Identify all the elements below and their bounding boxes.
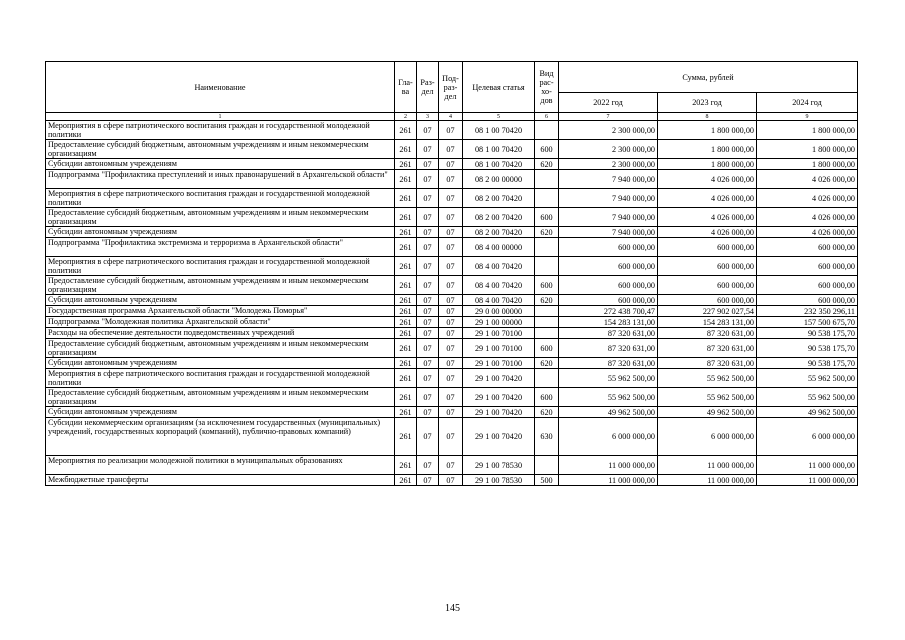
row-vid: 630 — [535, 418, 559, 456]
row-vid: 600 — [535, 339, 559, 358]
row-sum-2022: 272 438 700,47 — [559, 306, 658, 317]
table-row — [46, 418, 858, 456]
row-vid — [535, 328, 559, 339]
header-razdel: Раз-дел — [417, 62, 439, 113]
row-podrazdel: 07 — [439, 276, 463, 295]
row-name: Мероприятия в сфере патриотического воспитания граждан и государственной молодежной политики — [46, 257, 395, 276]
row-razdel: 07 — [417, 306, 439, 317]
row-podrazdel: 07 — [439, 306, 463, 317]
column-number: 2 — [395, 113, 417, 121]
row-razdel: 07 — [417, 388, 439, 407]
row-glava: 261 — [395, 358, 417, 369]
table-row — [46, 328, 858, 339]
row-name: Мероприятия в сфере патриотического воспитания граждан и государственной молодежной политики — [46, 121, 395, 140]
row-sum-2024: 90 538 175,70 — [757, 358, 858, 369]
table-row — [46, 238, 858, 257]
row-name: Мероприятия в сфере патриотического воспитания граждан и государственной молодежной политики — [46, 189, 395, 208]
row-vid — [535, 121, 559, 140]
table-row — [46, 407, 858, 418]
row-name: Межбюджетные трансферты — [46, 475, 395, 486]
header-target: Целевая статья — [463, 62, 535, 113]
row-sum-2022: 87 320 631,00 — [559, 328, 658, 339]
table-row — [46, 475, 858, 486]
row-vid: 620 — [535, 227, 559, 238]
row-podrazdel: 07 — [439, 295, 463, 306]
row-razdel: 07 — [417, 339, 439, 358]
row-target: 08 4 00 70420 — [463, 257, 535, 276]
row-sum-2023: 4 026 000,00 — [658, 170, 757, 189]
row-razdel: 07 — [417, 257, 439, 276]
row-sum-2022: 154 283 131,00 — [559, 317, 658, 328]
row-razdel: 07 — [417, 456, 439, 475]
row-razdel: 07 — [417, 189, 439, 208]
row-sum-2022: 11 000 000,00 — [559, 475, 658, 486]
row-glava: 261 — [395, 306, 417, 317]
column-number: 4 — [439, 113, 463, 121]
row-sum-2022: 2 300 000,00 — [559, 121, 658, 140]
row-name: Субсидии некоммерческим организациям (за исключением государственных (муниципальных) учреждений, государственных корпораций (компаний), публично-правовых компаний) — [46, 418, 395, 456]
row-razdel: 07 — [417, 358, 439, 369]
row-podrazdel: 07 — [439, 328, 463, 339]
row-sum-2023: 87 320 631,00 — [658, 358, 757, 369]
header-2024: 2024 год — [757, 93, 858, 113]
header-2022: 2022 год — [559, 93, 658, 113]
row-vid — [535, 306, 559, 317]
row-razdel: 07 — [417, 369, 439, 388]
row-sum-2023: 600 000,00 — [658, 238, 757, 257]
row-sum-2024: 11 000 000,00 — [757, 475, 858, 486]
row-vid: 600 — [535, 140, 559, 159]
row-name: Государственная программа Архангельской области "Молодежь Поморья" — [46, 306, 395, 317]
row-target: 29 1 00 78530 — [463, 456, 535, 475]
row-glava: 261 — [395, 238, 417, 257]
row-podrazdel: 07 — [439, 238, 463, 257]
row-vid — [535, 238, 559, 257]
row-sum-2023: 600 000,00 — [658, 295, 757, 306]
row-name: Мероприятия по реализации молодежной политики в муниципальных образованиях — [46, 456, 395, 475]
row-name: Предоставление субсидий бюджетным, автономным учреждениям и иным некоммерческим организациям — [46, 208, 395, 227]
row-razdel: 07 — [417, 121, 439, 140]
row-sum-2024: 4 026 000,00 — [757, 208, 858, 227]
row-vid — [535, 317, 559, 328]
row-glava: 261 — [395, 475, 417, 486]
row-sum-2024: 90 538 175,70 — [757, 328, 858, 339]
row-podrazdel: 07 — [439, 358, 463, 369]
row-glava: 261 — [395, 140, 417, 159]
table-body — [46, 121, 858, 486]
row-podrazdel: 07 — [439, 418, 463, 456]
row-sum-2023: 1 800 000,00 — [658, 159, 757, 170]
row-podrazdel: 07 — [439, 227, 463, 238]
row-podrazdel: 07 — [439, 257, 463, 276]
table-row — [46, 295, 858, 306]
row-vid — [535, 257, 559, 276]
row-razdel: 07 — [417, 407, 439, 418]
row-razdel: 07 — [417, 475, 439, 486]
row-sum-2024: 4 026 000,00 — [757, 170, 858, 189]
row-vid — [535, 456, 559, 475]
header-vid: Вид рас-хо-дов — [535, 62, 559, 113]
row-sum-2022: 49 962 500,00 — [559, 407, 658, 418]
row-sum-2024: 55 962 500,00 — [757, 369, 858, 388]
row-vid: 600 — [535, 276, 559, 295]
row-sum-2023: 600 000,00 — [658, 257, 757, 276]
row-podrazdel: 07 — [439, 159, 463, 170]
table-row — [46, 358, 858, 369]
column-number: 6 — [535, 113, 559, 121]
row-razdel: 07 — [417, 159, 439, 170]
column-number: 9 — [757, 113, 858, 121]
row-sum-2022: 6 000 000,00 — [559, 418, 658, 456]
table-row — [46, 317, 858, 328]
row-glava: 261 — [395, 369, 417, 388]
row-target: 29 0 00 00000 — [463, 306, 535, 317]
header-2023: 2023 год — [658, 93, 757, 113]
table-row — [46, 140, 858, 159]
row-razdel: 07 — [417, 140, 439, 159]
row-glava: 261 — [395, 407, 417, 418]
row-target: 29 1 00 70420 — [463, 369, 535, 388]
row-sum-2024: 90 538 175,70 — [757, 339, 858, 358]
row-podrazdel: 07 — [439, 456, 463, 475]
row-name: Мероприятия в сфере патриотического воспитания граждан и государственной молодежной политики — [46, 369, 395, 388]
row-podrazdel: 07 — [439, 339, 463, 358]
row-glava: 261 — [395, 276, 417, 295]
row-podrazdel: 07 — [439, 208, 463, 227]
row-name: Субсидии автономным учреждениям — [46, 407, 395, 418]
row-podrazdel: 07 — [439, 317, 463, 328]
row-sum-2024: 4 026 000,00 — [757, 189, 858, 208]
budget-table — [45, 61, 858, 486]
row-glava: 261 — [395, 257, 417, 276]
row-target: 29 1 00 70420 — [463, 418, 535, 456]
row-podrazdel: 07 — [439, 140, 463, 159]
row-name: Субсидии автономным учреждениям — [46, 159, 395, 170]
row-target: 29 1 00 78530 — [463, 475, 535, 486]
row-sum-2024: 600 000,00 — [757, 257, 858, 276]
row-target: 08 2 00 70420 — [463, 189, 535, 208]
row-razdel: 07 — [417, 170, 439, 189]
row-sum-2023: 55 962 500,00 — [658, 388, 757, 407]
row-razdel: 07 — [417, 208, 439, 227]
row-razdel: 07 — [417, 276, 439, 295]
row-target: 08 1 00 70420 — [463, 121, 535, 140]
row-podrazdel: 07 — [439, 475, 463, 486]
row-sum-2022: 7 940 000,00 — [559, 189, 658, 208]
row-vid: 620 — [535, 159, 559, 170]
row-vid: 620 — [535, 358, 559, 369]
row-target: 08 4 00 70420 — [463, 295, 535, 306]
row-name: Предоставление субсидий бюджетным, автономным учреждениям и иным некоммерческим организациям — [46, 140, 395, 159]
table-row — [46, 121, 858, 140]
row-target: 08 2 00 70420 — [463, 208, 535, 227]
row-name: Подпрограмма "Молодежная политика Архангельской области" — [46, 317, 395, 328]
row-target: 08 2 00 00000 — [463, 170, 535, 189]
row-name: Подпрограмма "Профилактика преступлений и иных правонарушений в Архангельской области" — [46, 170, 395, 189]
row-sum-2024: 600 000,00 — [757, 276, 858, 295]
row-sum-2023: 154 283 131,00 — [658, 317, 757, 328]
table-row — [46, 456, 858, 475]
row-name: Подпрограмма "Профилактика экстремизма и терроризма в Архангельской области" — [46, 238, 395, 257]
row-name: Предоставление субсидий бюджетным, автономным учреждениям и иным некоммерческим организациям — [46, 388, 395, 407]
row-sum-2023: 11 000 000,00 — [658, 475, 757, 486]
row-sum-2022: 7 940 000,00 — [559, 227, 658, 238]
table-row — [46, 257, 858, 276]
row-podrazdel: 07 — [439, 170, 463, 189]
row-sum-2023: 11 000 000,00 — [658, 456, 757, 475]
row-sum-2024: 232 350 296,11 — [757, 306, 858, 317]
column-number: 1 — [46, 113, 395, 121]
row-glava: 261 — [395, 317, 417, 328]
row-target: 08 4 00 00000 — [463, 238, 535, 257]
row-glava: 261 — [395, 456, 417, 475]
table-row — [46, 170, 858, 189]
row-vid: 620 — [535, 407, 559, 418]
row-sum-2023: 1 800 000,00 — [658, 121, 757, 140]
row-podrazdel: 07 — [439, 407, 463, 418]
row-sum-2024: 157 500 675,70 — [757, 317, 858, 328]
row-sum-2022: 87 320 631,00 — [559, 358, 658, 369]
row-glava: 261 — [395, 339, 417, 358]
row-name: Предоставление субсидий бюджетным, автономным учреждениям и иным некоммерческим организациям — [46, 276, 395, 295]
row-sum-2023: 87 320 631,00 — [658, 339, 757, 358]
row-vid — [535, 189, 559, 208]
row-target: 08 4 00 70420 — [463, 276, 535, 295]
row-razdel: 07 — [417, 295, 439, 306]
page-number: 145 — [445, 603, 460, 614]
row-name: Субсидии автономным учреждениям — [46, 227, 395, 238]
row-target: 08 1 00 70420 — [463, 140, 535, 159]
row-glava: 261 — [395, 328, 417, 339]
column-number: 3 — [417, 113, 439, 121]
row-sum-2023: 55 962 500,00 — [658, 369, 757, 388]
header-name: Наименование — [46, 62, 395, 113]
row-sum-2023: 4 026 000,00 — [658, 227, 757, 238]
column-number: 5 — [463, 113, 535, 121]
row-sum-2022: 55 962 500,00 — [559, 388, 658, 407]
table-row — [46, 306, 858, 317]
table-row — [46, 388, 858, 407]
row-name: Субсидии автономным учреждениям — [46, 295, 395, 306]
row-sum-2023: 6 000 000,00 — [658, 418, 757, 456]
row-podrazdel: 07 — [439, 388, 463, 407]
row-target: 29 1 00 70420 — [463, 407, 535, 418]
row-razdel: 07 — [417, 418, 439, 456]
row-vid — [535, 369, 559, 388]
row-glava: 261 — [395, 189, 417, 208]
row-sum-2023: 4 026 000,00 — [658, 208, 757, 227]
row-glava: 261 — [395, 388, 417, 407]
table-row — [46, 189, 858, 208]
row-sum-2023: 4 026 000,00 — [658, 189, 757, 208]
row-sum-2024: 6 000 000,00 — [757, 418, 858, 456]
header-podrazdel: Под-раз-дел — [439, 62, 463, 113]
row-target: 08 1 00 70420 — [463, 159, 535, 170]
row-glava: 261 — [395, 227, 417, 238]
row-target: 29 1 00 70100 — [463, 328, 535, 339]
row-glava: 261 — [395, 121, 417, 140]
row-sum-2022: 7 940 000,00 — [559, 208, 658, 227]
table-row — [46, 227, 858, 238]
row-sum-2023: 227 902 027,54 — [658, 306, 757, 317]
row-sum-2022: 2 300 000,00 — [559, 159, 658, 170]
row-name: Предоставление субсидий бюджетным, автономным учреждениям и иным некоммерческим организациям — [46, 339, 395, 358]
header-glava: Гла-ва — [395, 62, 417, 113]
table-row — [46, 159, 858, 170]
row-sum-2022: 11 000 000,00 — [559, 456, 658, 475]
row-sum-2024: 11 000 000,00 — [757, 456, 858, 475]
row-sum-2024: 600 000,00 — [757, 295, 858, 306]
table-row — [46, 369, 858, 388]
row-sum-2024: 1 800 000,00 — [757, 121, 858, 140]
row-sum-2024: 1 800 000,00 — [757, 159, 858, 170]
row-razdel: 07 — [417, 238, 439, 257]
header-sum: Сумма, рублей — [559, 62, 858, 93]
row-sum-2023: 600 000,00 — [658, 276, 757, 295]
row-sum-2022: 600 000,00 — [559, 295, 658, 306]
row-target: 29 1 00 70420 — [463, 388, 535, 407]
row-name: Субсидии автономным учреждениям — [46, 358, 395, 369]
row-sum-2022: 600 000,00 — [559, 257, 658, 276]
row-razdel: 07 — [417, 328, 439, 339]
row-sum-2023: 87 320 631,00 — [658, 328, 757, 339]
row-target: 29 1 00 00000 — [463, 317, 535, 328]
row-sum-2022: 7 940 000,00 — [559, 170, 658, 189]
row-glava: 261 — [395, 159, 417, 170]
row-razdel: 07 — [417, 317, 439, 328]
column-number: 7 — [559, 113, 658, 121]
row-sum-2022: 55 962 500,00 — [559, 369, 658, 388]
row-sum-2022: 2 300 000,00 — [559, 140, 658, 159]
row-sum-2023: 1 800 000,00 — [658, 140, 757, 159]
row-podrazdel: 07 — [439, 369, 463, 388]
row-glava: 261 — [395, 295, 417, 306]
row-glava: 261 — [395, 208, 417, 227]
row-podrazdel: 07 — [439, 189, 463, 208]
table-row — [46, 208, 858, 227]
row-sum-2024: 49 962 500,00 — [757, 407, 858, 418]
row-sum-2024: 600 000,00 — [757, 238, 858, 257]
row-sum-2023: 49 962 500,00 — [658, 407, 757, 418]
row-vid: 600 — [535, 388, 559, 407]
row-sum-2024: 55 962 500,00 — [757, 388, 858, 407]
row-glava: 261 — [395, 418, 417, 456]
table-row — [46, 339, 858, 358]
row-vid: 500 — [535, 475, 559, 486]
row-sum-2022: 87 320 631,00 — [559, 339, 658, 358]
row-sum-2022: 600 000,00 — [559, 238, 658, 257]
row-target: 29 1 00 70100 — [463, 358, 535, 369]
column-number: 8 — [658, 113, 757, 121]
row-podrazdel: 07 — [439, 121, 463, 140]
row-name: Расходы на обеспечение деятельности подведомственных учреждений — [46, 328, 395, 339]
row-sum-2024: 4 026 000,00 — [757, 227, 858, 238]
row-sum-2022: 600 000,00 — [559, 276, 658, 295]
row-razdel: 07 — [417, 227, 439, 238]
row-vid: 600 — [535, 208, 559, 227]
row-target: 29 1 00 70100 — [463, 339, 535, 358]
column-number-row — [46, 113, 858, 121]
row-sum-2024: 1 800 000,00 — [757, 140, 858, 159]
row-vid: 620 — [535, 295, 559, 306]
row-vid — [535, 170, 559, 189]
row-target: 08 2 00 70420 — [463, 227, 535, 238]
row-glava: 261 — [395, 170, 417, 189]
table-row — [46, 276, 858, 295]
